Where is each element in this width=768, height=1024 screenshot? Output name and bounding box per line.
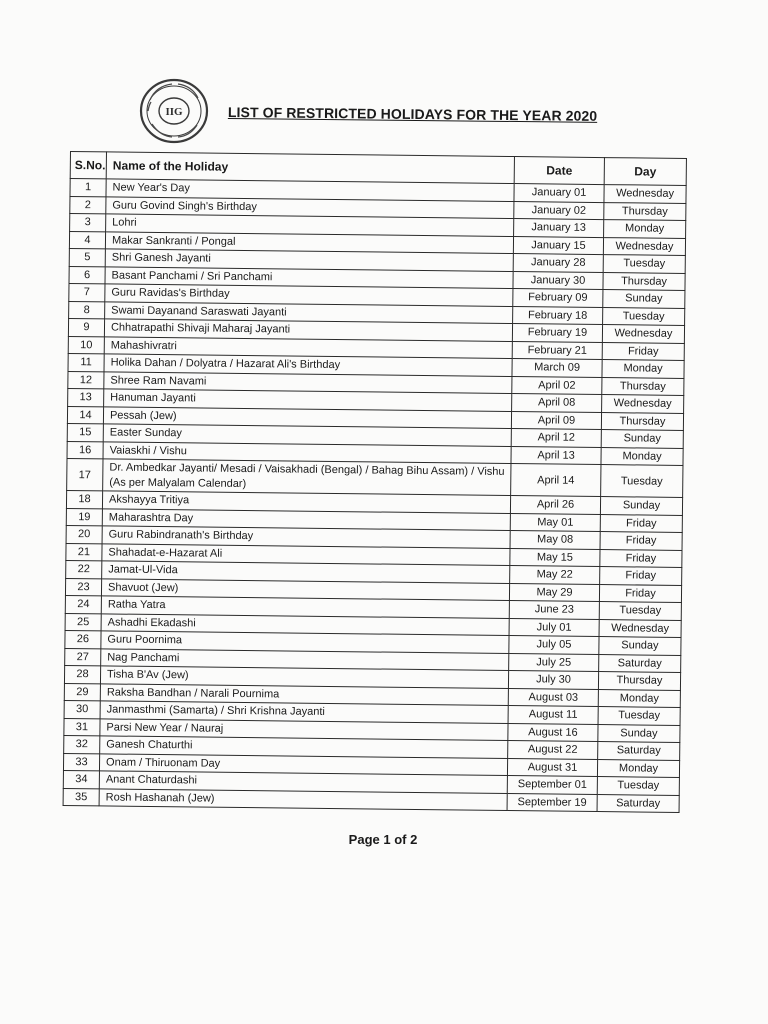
column-header-day: Day <box>604 158 686 186</box>
cell-date: January 02 <box>514 201 604 220</box>
cell-serial-number: 22 <box>66 560 102 578</box>
cell-holiday-name: Mahashivratri <box>104 336 512 358</box>
cell-serial-number: 16 <box>67 441 103 459</box>
cell-day: Monday <box>598 689 680 707</box>
cell-serial-number: 12 <box>68 371 104 389</box>
cell-date: July 25 <box>509 653 599 672</box>
cell-serial-number: 15 <box>67 423 103 441</box>
cell-day: Sunday <box>603 290 685 308</box>
cell-day: Wednesday <box>599 619 681 637</box>
cell-serial-number: 17 <box>67 458 103 490</box>
cell-serial-number: 23 <box>65 578 101 596</box>
cell-day: Wednesday <box>602 395 684 413</box>
cell-holiday-name: Guru Rabindranath's Birthday <box>102 526 510 548</box>
cell-holiday-name: Maharashtra Day <box>102 508 510 530</box>
cell-holiday-name: Dr. Ambedkar Jayanti/ Mesadi / Vaisakhadi (Bengal) / Bahag Bihu Assam) / Vishu (As per Malyalam Calendar) <box>103 459 511 496</box>
cell-date: May 08 <box>510 531 600 550</box>
cell-serial-number: 30 <box>64 700 100 718</box>
cell-date: May 15 <box>510 548 600 567</box>
cell-holiday-name: Hanuman Jayanti <box>104 389 512 411</box>
cell-date: April 12 <box>511 429 601 448</box>
cell-serial-number: 35 <box>63 788 99 806</box>
cell-date: April 02 <box>512 376 602 395</box>
table-body <box>63 179 686 813</box>
cell-date: February 18 <box>513 306 603 325</box>
cell-date: May 01 <box>510 513 600 532</box>
cell-holiday-name: Tisha B'Av (Jew) <box>100 666 508 688</box>
cell-serial-number: 2 <box>70 196 106 214</box>
cell-serial-number: 32 <box>64 735 100 753</box>
cell-day: Thursday <box>601 412 683 430</box>
cell-day: Sunday <box>599 637 681 655</box>
cell-date: May 29 <box>509 583 599 602</box>
cell-date: January 13 <box>514 219 604 238</box>
document-title: LIST OF RESTRICTED HOLIDAYS FOR THE YEAR 2020 <box>227 104 598 124</box>
cell-holiday-name: Ratha Yatra <box>101 596 509 618</box>
cell-serial-number: 25 <box>65 613 101 631</box>
cell-serial-number: 20 <box>66 525 102 543</box>
cell-day: Tuesday <box>599 602 681 620</box>
cell-holiday-name: Jamat-Ul-Vida <box>102 561 510 583</box>
cell-day: Thursday <box>603 272 685 290</box>
cell-holiday-name: Basant Panchami / Sri Panchami <box>105 266 513 288</box>
restricted-holidays-table <box>63 151 687 813</box>
cell-serial-number: 8 <box>69 301 105 319</box>
cell-day: Wednesday <box>604 185 686 203</box>
cell-date: January 01 <box>514 184 604 203</box>
cell-day: Friday <box>600 532 682 550</box>
cell-holiday-name: Shri Ganesh Jayanti <box>105 249 513 271</box>
cell-serial-number: 24 <box>65 595 101 613</box>
cell-day: Wednesday <box>602 325 684 343</box>
cell-holiday-name: Makar Sankranti / Pongal <box>105 231 513 253</box>
cell-serial-number: 6 <box>69 266 105 284</box>
cell-day: Tuesday <box>603 255 685 273</box>
document-header <box>138 78 658 148</box>
cell-date: January 28 <box>513 254 603 273</box>
cell-day: Friday <box>600 549 682 567</box>
cell-date: March 09 <box>512 359 602 378</box>
cell-date: September 19 <box>507 793 597 812</box>
cell-day: Thursday <box>598 672 680 690</box>
page-number: Page 1 of 2 <box>348 832 418 847</box>
institute-seal-logo <box>138 78 210 144</box>
cell-serial-number: 31 <box>64 718 100 736</box>
cell-date: July 30 <box>508 671 598 690</box>
cell-day: Saturday <box>597 794 679 812</box>
cell-date: May 22 <box>510 566 600 585</box>
cell-date: April 09 <box>511 411 601 430</box>
cell-date: July 01 <box>509 618 599 637</box>
cell-holiday-name: Guru Govind Singh's Birthday <box>106 196 514 218</box>
cell-day: Thursday <box>604 202 686 220</box>
cell-holiday-name: Nag Panchami <box>101 648 509 670</box>
cell-serial-number: 11 <box>68 353 104 371</box>
cell-serial-number: 28 <box>64 665 100 683</box>
cell-holiday-name: Onam / Thiruonam Day <box>99 753 507 775</box>
cell-day: Monday <box>601 447 683 465</box>
cell-day: Friday <box>600 514 682 532</box>
cell-day: Thursday <box>602 377 684 395</box>
cell-day: Sunday <box>600 497 682 515</box>
column-header-holiday-name: Name of the Holiday <box>106 152 514 184</box>
cell-holiday-name: Guru Poornima <box>101 631 509 653</box>
cell-holiday-name: Ashadhi Ekadashi <box>101 613 509 635</box>
cell-holiday-name: Shavuot (Jew) <box>101 578 509 600</box>
cell-serial-number: 10 <box>68 336 104 354</box>
cell-holiday-name: Anant Chaturdashi <box>99 771 507 793</box>
cell-day: Sunday <box>598 724 680 742</box>
cell-serial-number: 9 <box>68 318 104 336</box>
cell-day: Tuesday <box>603 307 685 325</box>
cell-date: February 21 <box>512 341 602 360</box>
cell-holiday-name: Raksha Bandhan / Narali Pournima <box>100 683 508 705</box>
cell-serial-number: 4 <box>69 231 105 249</box>
cell-date: August 03 <box>508 688 598 707</box>
cell-holiday-name: Holika Dahan / Dolyatra / Hazarat Ali's Birthday <box>104 354 512 376</box>
cell-date: February 09 <box>513 289 603 308</box>
cell-serial-number: 5 <box>69 248 105 266</box>
page-footer <box>0 831 768 849</box>
cell-serial-number: 18 <box>66 490 102 508</box>
cell-date: January 30 <box>513 271 603 290</box>
cell-date: August 11 <box>508 706 598 725</box>
cell-date: June 23 <box>509 601 599 620</box>
cell-holiday-name: Vaiaskhi / Vishu <box>103 441 511 463</box>
cell-holiday-name: Guru Ravidas's Birthday <box>105 284 513 306</box>
svg-text:IIG: IIG <box>165 106 183 118</box>
cell-serial-number: 14 <box>67 406 103 424</box>
cell-serial-number: 13 <box>68 388 104 406</box>
cell-date: September 01 <box>507 776 597 795</box>
cell-holiday-name: Rosh Hashanah (Jew) <box>99 788 507 810</box>
cell-day: Tuesday <box>601 465 683 498</box>
holiday-table-container <box>63 151 686 813</box>
cell-serial-number: 33 <box>63 753 99 771</box>
column-header-sno: S.No. <box>70 152 106 179</box>
cell-serial-number: 29 <box>64 683 100 701</box>
cell-date: April 26 <box>510 496 600 515</box>
cell-day: Saturday <box>598 742 680 760</box>
cell-holiday-name: Pessah (Jew) <box>103 406 511 428</box>
cell-day: Saturday <box>599 654 681 672</box>
cell-holiday-name: Easter Sunday <box>103 424 511 446</box>
cell-day: Monday <box>602 360 684 378</box>
cell-date: January 15 <box>513 236 603 255</box>
column-header-date: Date <box>514 157 604 185</box>
cell-holiday-name: Parsi New Year / Nauraj <box>100 718 508 740</box>
cell-date: August 22 <box>508 741 598 760</box>
cell-day: Tuesday <box>597 777 679 795</box>
cell-date: July 05 <box>509 636 599 655</box>
cell-date: April 08 <box>512 394 602 413</box>
cell-holiday-name: Chhatrapathi Shivaji Maharaj Jayanti <box>104 319 512 341</box>
cell-day: Tuesday <box>598 707 680 725</box>
cell-date: April 13 <box>511 446 601 465</box>
cell-date: February 19 <box>512 324 602 343</box>
cell-date: April 14 <box>511 464 601 497</box>
cell-holiday-name: Swami Dayanand Saraswati Jayanti <box>105 301 513 323</box>
cell-holiday-name: Ganesh Chaturthi <box>100 736 508 758</box>
cell-day: Friday <box>602 342 684 360</box>
cell-holiday-name: Janmasthmi (Samarta) / Shri Krishna Jayanti <box>100 701 508 723</box>
cell-day: Friday <box>599 584 681 602</box>
cell-date: August 31 <box>507 758 597 777</box>
cell-day: Sunday <box>601 430 683 448</box>
cell-day: Monday <box>604 220 686 238</box>
cell-day: Friday <box>600 567 682 585</box>
cell-serial-number: 7 <box>69 283 105 301</box>
cell-holiday-name: Shree Ram Navami <box>104 371 512 393</box>
cell-day: Wednesday <box>603 237 685 255</box>
cell-serial-number: 26 <box>65 630 101 648</box>
cell-serial-number: 3 <box>70 214 106 232</box>
cell-serial-number: 1 <box>70 179 106 197</box>
cell-holiday-name: Shahadat-e-Hazarat Ali <box>102 543 510 565</box>
cell-holiday-name: Lohri <box>106 214 514 236</box>
cell-day: Monday <box>597 759 679 777</box>
cell-serial-number: 21 <box>66 543 102 561</box>
cell-serial-number: 27 <box>65 648 101 666</box>
cell-holiday-name: Akshayya Tritiya <box>102 491 510 513</box>
cell-serial-number: 34 <box>63 770 99 788</box>
cell-holiday-name: New Year's Day <box>106 179 514 201</box>
cell-serial-number: 19 <box>66 508 102 526</box>
cell-date: August 16 <box>508 723 598 742</box>
